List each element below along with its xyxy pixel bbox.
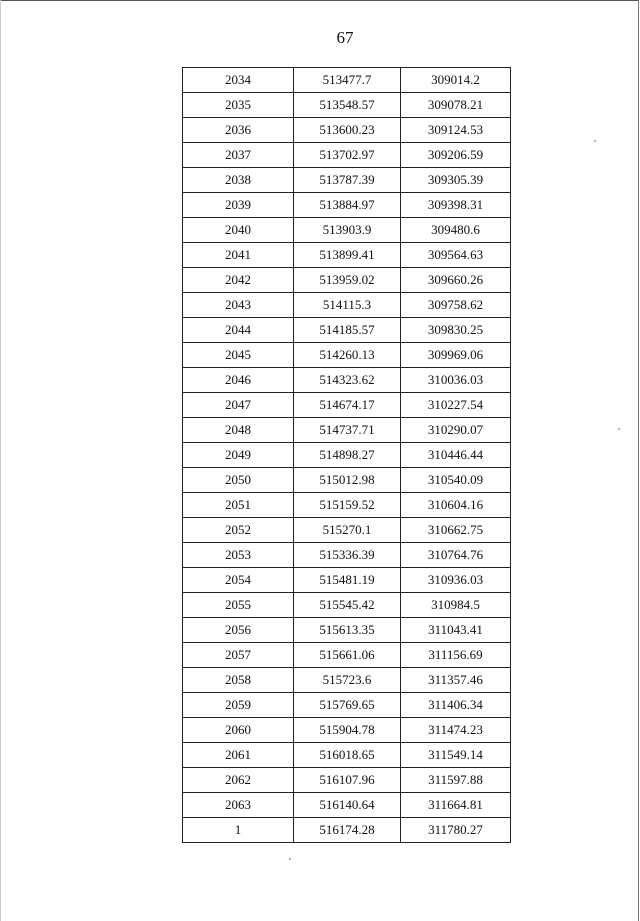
y-coordinate-cell: 310036.03 (401, 368, 511, 393)
point-number-cell: 2039 (183, 193, 294, 218)
point-number-cell: 2042 (183, 268, 294, 293)
table-row (183, 818, 511, 843)
x-coordinate-cell: 516107.96 (294, 768, 401, 793)
point-number-cell: 2051 (183, 493, 294, 518)
table-row (183, 368, 511, 393)
table-row (183, 493, 511, 518)
point-number-cell: 2053 (183, 543, 294, 568)
point-number-cell: 2057 (183, 643, 294, 668)
y-coordinate-cell: 309124.53 (401, 118, 511, 143)
x-coordinate-cell: 515545.42 (294, 593, 401, 618)
x-coordinate-cell: 515481.19 (294, 568, 401, 593)
x-coordinate-cell: 515012.98 (294, 468, 401, 493)
y-coordinate-cell: 309480.6 (401, 218, 511, 243)
point-number-cell: 2058 (183, 668, 294, 693)
y-coordinate-cell: 309830.25 (401, 318, 511, 343)
table-row (183, 393, 511, 418)
point-number-cell: 2035 (183, 93, 294, 118)
x-coordinate-cell: 515613.35 (294, 618, 401, 643)
point-number-cell: 2040 (183, 218, 294, 243)
x-coordinate-cell: 513899.41 (294, 243, 401, 268)
y-coordinate-cell: 310446.44 (401, 443, 511, 468)
y-coordinate-cell: 310540.09 (401, 468, 511, 493)
table-row (183, 518, 511, 543)
y-coordinate-cell: 309758.62 (401, 293, 511, 318)
y-coordinate-cell: 310604.16 (401, 493, 511, 518)
table-row (183, 443, 511, 468)
point-number-cell: 2037 (183, 143, 294, 168)
x-coordinate-cell: 514323.62 (294, 368, 401, 393)
point-number-cell: 2041 (183, 243, 294, 268)
x-coordinate-cell: 514674.17 (294, 393, 401, 418)
table-row (183, 218, 511, 243)
coordinate-table (182, 67, 511, 843)
y-coordinate-cell: 310290.07 (401, 418, 511, 443)
table-row (183, 93, 511, 118)
y-coordinate-cell: 309078.21 (401, 93, 511, 118)
x-coordinate-cell: 514260.13 (294, 343, 401, 368)
point-number-cell: 2050 (183, 468, 294, 493)
page-number: 67 (336, 28, 354, 47)
y-coordinate-cell: 311780.27 (401, 818, 511, 843)
table-row (183, 568, 511, 593)
table-row (183, 668, 511, 693)
table-row (183, 143, 511, 168)
point-number-cell: 2045 (183, 343, 294, 368)
x-coordinate-cell: 515904.78 (294, 718, 401, 743)
page-border-left (0, 0, 1, 921)
x-coordinate-cell: 515769.65 (294, 693, 401, 718)
point-number-cell: 2034 (183, 68, 294, 93)
table-row (183, 593, 511, 618)
point-number-cell: 2047 (183, 393, 294, 418)
x-coordinate-cell: 516140.64 (294, 793, 401, 818)
x-coordinate-cell: 513702.97 (294, 143, 401, 168)
point-number-cell: 2036 (183, 118, 294, 143)
point-number-cell: 2044 (183, 318, 294, 343)
table-row (183, 168, 511, 193)
x-coordinate-cell: 516174.28 (294, 818, 401, 843)
page-border-right (638, 0, 639, 921)
table-row (183, 243, 511, 268)
x-coordinate-cell: 513548.57 (294, 93, 401, 118)
y-coordinate-cell: 309398.31 (401, 193, 511, 218)
table-row (183, 743, 511, 768)
y-coordinate-cell: 309305.39 (401, 168, 511, 193)
table-row (183, 118, 511, 143)
y-coordinate-cell: 311357.46 (401, 668, 511, 693)
x-coordinate-cell: 513477.7 (294, 68, 401, 93)
x-coordinate-cell: 513884.97 (294, 193, 401, 218)
point-number-cell: 2052 (183, 518, 294, 543)
table-row (183, 293, 511, 318)
x-coordinate-cell: 515270.1 (294, 518, 401, 543)
table-row (183, 318, 511, 343)
y-coordinate-cell: 311156.69 (401, 643, 511, 668)
table-row (183, 693, 511, 718)
y-coordinate-cell: 310764.76 (401, 543, 511, 568)
y-coordinate-cell: 309206.59 (401, 143, 511, 168)
point-number-cell: 1 (183, 818, 294, 843)
y-coordinate-cell: 309969.06 (401, 343, 511, 368)
y-coordinate-cell: 309564.63 (401, 243, 511, 268)
y-coordinate-cell: 309014.2 (401, 68, 511, 93)
y-coordinate-cell: 310227.54 (401, 393, 511, 418)
x-coordinate-cell: 513787.39 (294, 168, 401, 193)
table-row (183, 768, 511, 793)
scan-speck (289, 858, 291, 860)
x-coordinate-cell: 514898.27 (294, 443, 401, 468)
y-coordinate-cell: 311597.88 (401, 768, 511, 793)
y-coordinate-cell: 311406.34 (401, 693, 511, 718)
table-body (183, 68, 511, 843)
table-row (183, 793, 511, 818)
point-number-cell: 2049 (183, 443, 294, 468)
scan-speck (618, 428, 620, 430)
point-number-cell: 2055 (183, 593, 294, 618)
point-number-cell: 2063 (183, 793, 294, 818)
y-coordinate-cell: 310984.5 (401, 593, 511, 618)
point-number-cell: 2062 (183, 768, 294, 793)
table-row (183, 618, 511, 643)
y-coordinate-cell: 310936.03 (401, 568, 511, 593)
x-coordinate-cell: 515661.06 (294, 643, 401, 668)
table-row (183, 718, 511, 743)
point-number-cell: 2046 (183, 368, 294, 393)
point-number-cell: 2048 (183, 418, 294, 443)
x-coordinate-cell: 516018.65 (294, 743, 401, 768)
point-number-cell: 2060 (183, 718, 294, 743)
table-row (183, 643, 511, 668)
table-row (183, 68, 511, 93)
table-row (183, 268, 511, 293)
x-coordinate-cell: 513959.02 (294, 268, 401, 293)
x-coordinate-cell: 514185.57 (294, 318, 401, 343)
point-number-cell: 2038 (183, 168, 294, 193)
point-number-cell: 2054 (183, 568, 294, 593)
point-number-cell: 2061 (183, 743, 294, 768)
point-number-cell: 2056 (183, 618, 294, 643)
x-coordinate-cell: 515723.6 (294, 668, 401, 693)
page-border-top (0, 0, 638, 1)
y-coordinate-cell: 311664.81 (401, 793, 511, 818)
table-row (183, 193, 511, 218)
table-row (183, 343, 511, 368)
y-coordinate-cell: 311474.23 (401, 718, 511, 743)
x-coordinate-cell: 513600.23 (294, 118, 401, 143)
y-coordinate-cell: 311549.14 (401, 743, 511, 768)
x-coordinate-cell: 514737.71 (294, 418, 401, 443)
y-coordinate-cell: 310662.75 (401, 518, 511, 543)
x-coordinate-cell: 515159.52 (294, 493, 401, 518)
table-row (183, 418, 511, 443)
x-coordinate-cell: 514115.3 (294, 293, 401, 318)
table-row (183, 468, 511, 493)
x-coordinate-cell: 513903.9 (294, 218, 401, 243)
table-row (183, 543, 511, 568)
point-number-cell: 2043 (183, 293, 294, 318)
point-number-cell: 2059 (183, 693, 294, 718)
x-coordinate-cell: 515336.39 (294, 543, 401, 568)
y-coordinate-cell: 309660.26 (401, 268, 511, 293)
y-coordinate-cell: 311043.41 (401, 618, 511, 643)
scan-speck (594, 140, 596, 142)
